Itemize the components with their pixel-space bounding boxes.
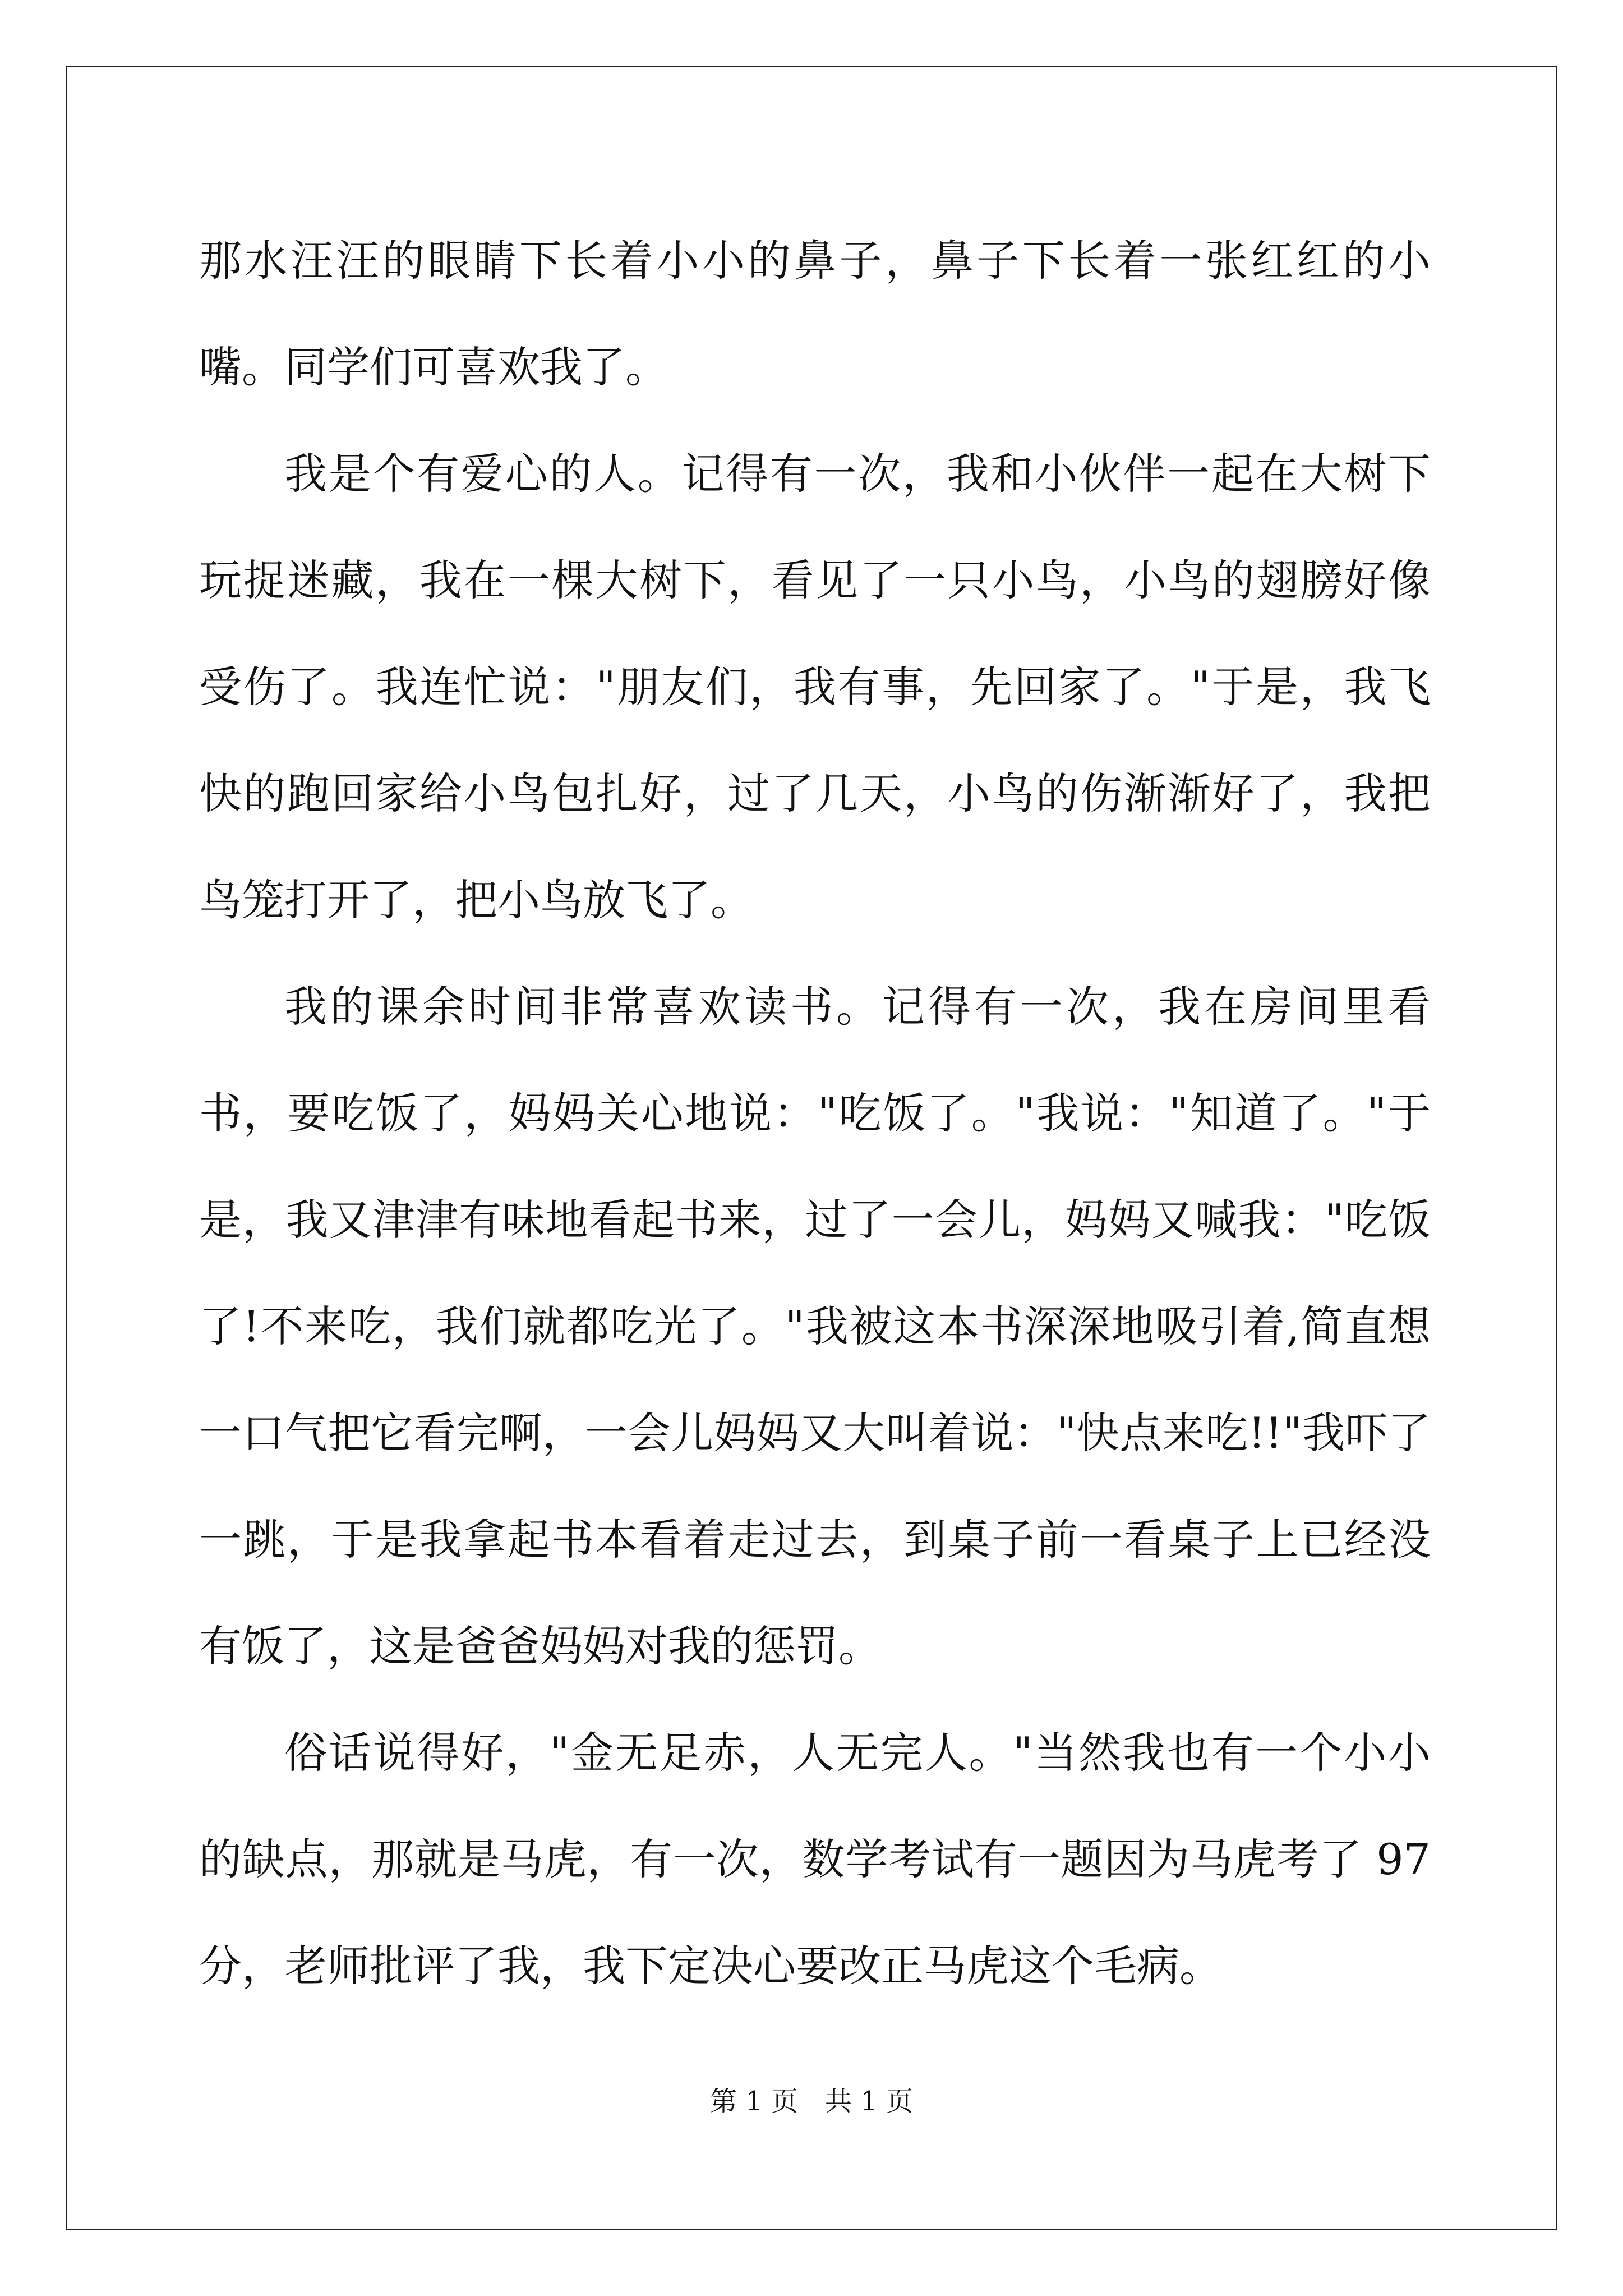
paragraph-3: 我的课余时间非常喜欢读书。记得有一次，我在房间里看书，要吃饭了，妈妈关心地说："吃饭了。"我说："知道了。"于是，我又津津有味地看起书来，过了一会儿，妈妈又喊我："吃饭了!不来吃，我们就都吃光了。"我被这本书深深地吸引着,简直想一口气把它看完啊，一会儿妈妈又大叫着说："快点来吃!!"我吓了一跳，于是我拿起书本看着走过去，到桌子前一看桌子上已经没有饭了，这是爸爸妈妈对我的惩罚。 bbox=[199, 982, 1431, 1671]
page-number-footer: 第 1 页 共 1 页 bbox=[709, 2086, 914, 2117]
paragraph-2: 我是个有爱心的人。记得有一次，我和小伙伴一起在大树下玩捉迷藏，我在一棵大树下，看见了一只小鸟，小鸟的翅膀好像受伤了。我连忙说："朋友们，我有事，先回家了。"于是，我飞快的跑回家给小鸟包扎好，过了几天，小鸟的伤渐渐好了，我把鸟笼打开了，把小鸟放飞了。 bbox=[199, 449, 1431, 925]
document-body bbox=[199, 208, 1431, 2019]
paragraph-4: 俗话说得好，"金无足赤，人无完人。"当然我也有一个小小的缺点，那就是马虎，有一次，数学考试有一题因为马虎考了 97 分，老师批评了我，我下定决心要改正马虎这个毛病。 bbox=[199, 1728, 1431, 1991]
paragraph-1: 那水汪汪的眼睛下长着小小的鼻子，鼻子下长着一张红红的小嘴。同学们可喜欢我了。 bbox=[199, 236, 1431, 392]
